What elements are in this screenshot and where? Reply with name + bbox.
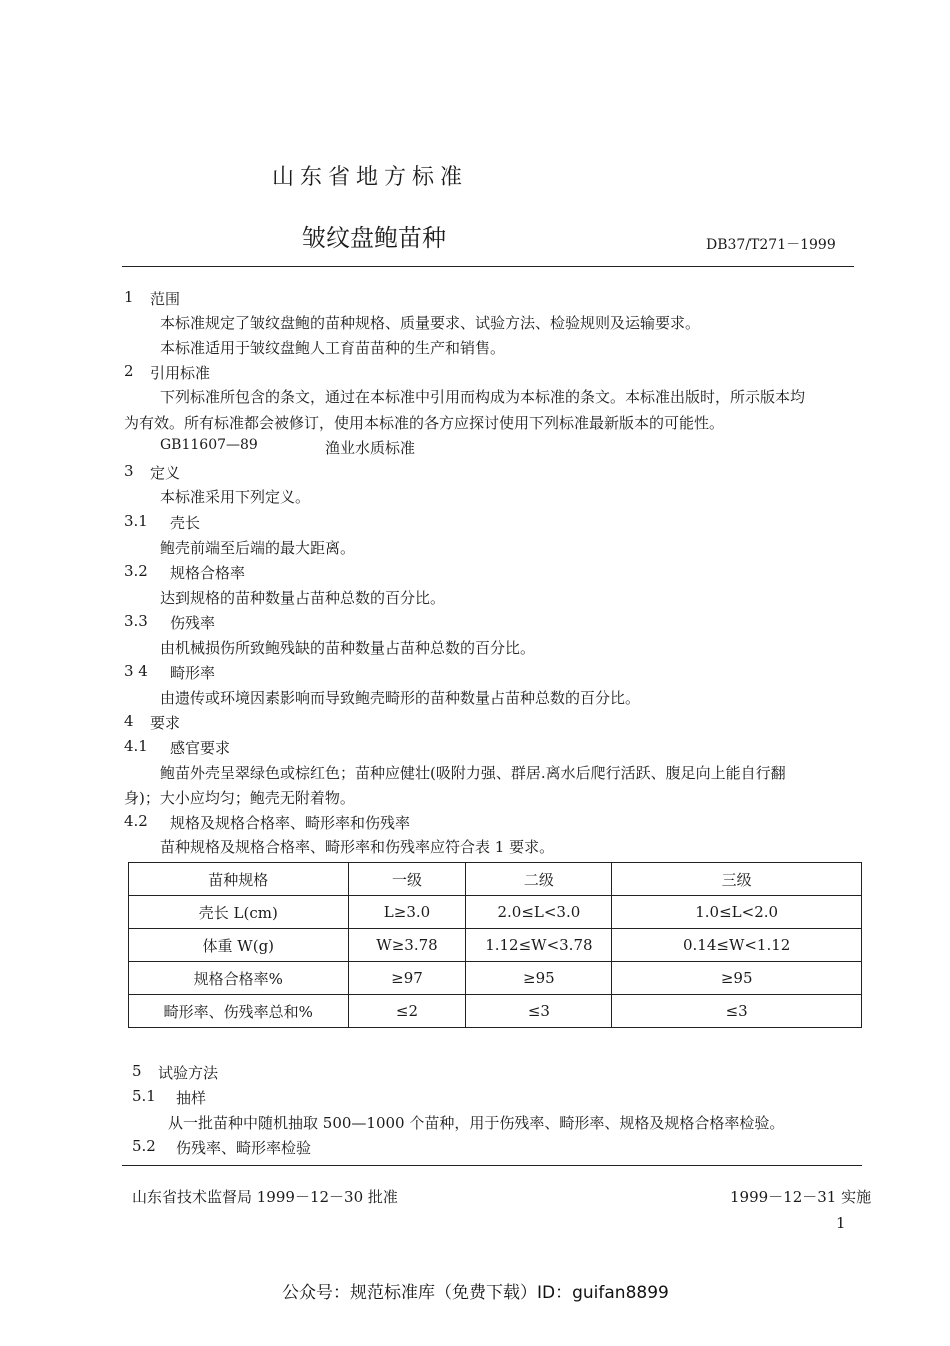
section-4-title: 要求 [150,714,181,732]
method-5-2-number: 5.2 [132,1137,156,1155]
table-cell: 畸形率、伤残率总和% [129,995,349,1028]
table-cell: 体重 W(g) [129,929,349,962]
method-5-1-text: 从一批苗种中随机抽取 500—1000 个苗种，用于伤残率、畸形率、规格及规格合格率检验。 [168,1114,785,1132]
table-cell: L≥3.0 [348,896,466,929]
table-cell: ≤2 [348,995,466,1028]
table-header-cell: 苗种规格 [129,863,349,896]
table-cell: ≤3 [466,995,612,1028]
requirement-4-2-text: 苗种规格及规格合格率、畸形率和伤残率应符合表 1 要求。 [160,838,555,856]
definition-3-4-text: 由遗传或环境因素影响而导致鲍壳畸形的苗种数量占苗种总数的百分比。 [160,689,641,707]
table-row [129,962,862,995]
section-1-paragraph-2: 本标准适用于皱纹盘鲍人工育苗苗种的生产和销售。 [160,339,506,357]
table-cell: ≥95 [466,962,612,995]
requirement-4-1-number: 4.1 [124,737,148,755]
table-cell: 1.0≤L<2.0 [612,896,862,929]
table-header-cell: 二级 [466,863,612,896]
table-cell: 0.14≤W<1.12 [612,929,862,962]
section-2-title: 引用标准 [150,364,211,382]
table-header-cell: 三级 [612,863,862,896]
method-5-1-title: 抽样 [176,1089,207,1107]
method-5-1-number: 5.1 [132,1087,156,1105]
approval-line: 山东省技术监督局 1999－12－30 批准 [132,1188,398,1206]
doc-code: DB37/T271－1999 [706,237,836,253]
method-5-2-title: 伤残率、畸形率检验 [176,1139,312,1157]
definition-3-3-text: 由机械损伤所致鲍残缺的苗种数量占苗种总数的百分比。 [160,639,536,657]
table-cell: ≥95 [612,962,862,995]
definition-3-4-number: 3 4 [124,662,148,680]
section-3-paragraph: 本标准采用下列定义。 [160,488,311,506]
section-1-title: 范围 [150,290,181,308]
requirement-4-2-number: 4.2 [124,812,148,830]
section-5-number: 5 [132,1062,142,1080]
requirement-4-2-title: 规格及规格合格率、畸形率和伤残率 [170,814,411,832]
org-title: 山东省地方标准 [272,165,469,190]
definition-3-1-title: 壳长 [170,514,201,532]
reference-code: GB11607—89 [160,437,258,453]
section-2-paragraph-line-1: 下列标准所包含的条文，通过在本标准中引用而构成为本标准的条文。本标准出版时，所示版本均 [160,388,806,406]
table-cell: 2.0≤L<3.0 [466,896,612,929]
requirement-4-1-text-line-1: 鲍苗外壳呈翠绿色或棕红色；苗种应健壮(吸附力强、群居.离水后爬行活跃、腹足向上能自行翻 [160,764,786,782]
definition-3-3-number: 3.3 [124,612,148,630]
definition-3-4-title: 畸形率 [170,664,216,682]
section-2-paragraph-line-2: 为有效。所有标准都会被修订，使用本标准的各方应探讨使用下列标准最新版本的可能性。 [124,414,725,432]
header-rule [122,266,854,267]
reference-name: 渔业水质标准 [325,439,416,457]
table-cell: 壳长 L(cm) [129,896,349,929]
requirement-4-1-text-line-2: 身)；大小应均匀；鲍壳无附着物。 [124,789,355,807]
section-1-paragraph-1: 本标准规定了皱纹盘鲍的苗种规格、质量要求、试验方法、检验规则及运输要求。 [160,314,701,332]
table-row [129,896,862,929]
definition-3-3-title: 伤残率 [170,614,216,632]
section-3-title: 定义 [150,464,181,482]
footer-rule [122,1165,862,1166]
definition-3-2-text: 达到规格的苗种数量占苗种总数的百分比。 [160,589,446,607]
definition-3-1-number: 3.1 [124,512,148,530]
table-cell: 1.12≤W<3.78 [466,929,612,962]
definition-3-1-text: 鲍壳前端至后端的最大距离。 [160,539,356,557]
table-row [129,995,862,1028]
table-row [129,929,862,962]
section-5-title: 试验方法 [158,1064,219,1082]
table-cell: ≥97 [348,962,466,995]
specification-table [128,862,862,1028]
section-2-number: 2 [124,362,134,380]
table-header-row [129,863,862,896]
watermark-text: 公众号：规范标准库（免费下载）ID：guifan8899 [282,1283,669,1303]
definition-3-2-number: 3.2 [124,562,148,580]
section-4-number: 4 [124,712,134,730]
table-cell: W≥3.78 [348,929,466,962]
table-cell: 规格合格率% [129,962,349,995]
page-number: 1 [836,1214,846,1232]
implementation-date: 1999－12－31 实施 [730,1188,872,1206]
requirement-4-1-title: 感官要求 [170,739,231,757]
section-3-number: 3 [124,462,134,480]
table-header-cell: 一级 [348,863,466,896]
doc-title: 皱纹盘鲍苗种 [302,224,446,252]
table-cell: ≤3 [612,995,862,1028]
section-1-number: 1 [124,288,134,306]
definition-3-2-title: 规格合格率 [170,564,246,582]
